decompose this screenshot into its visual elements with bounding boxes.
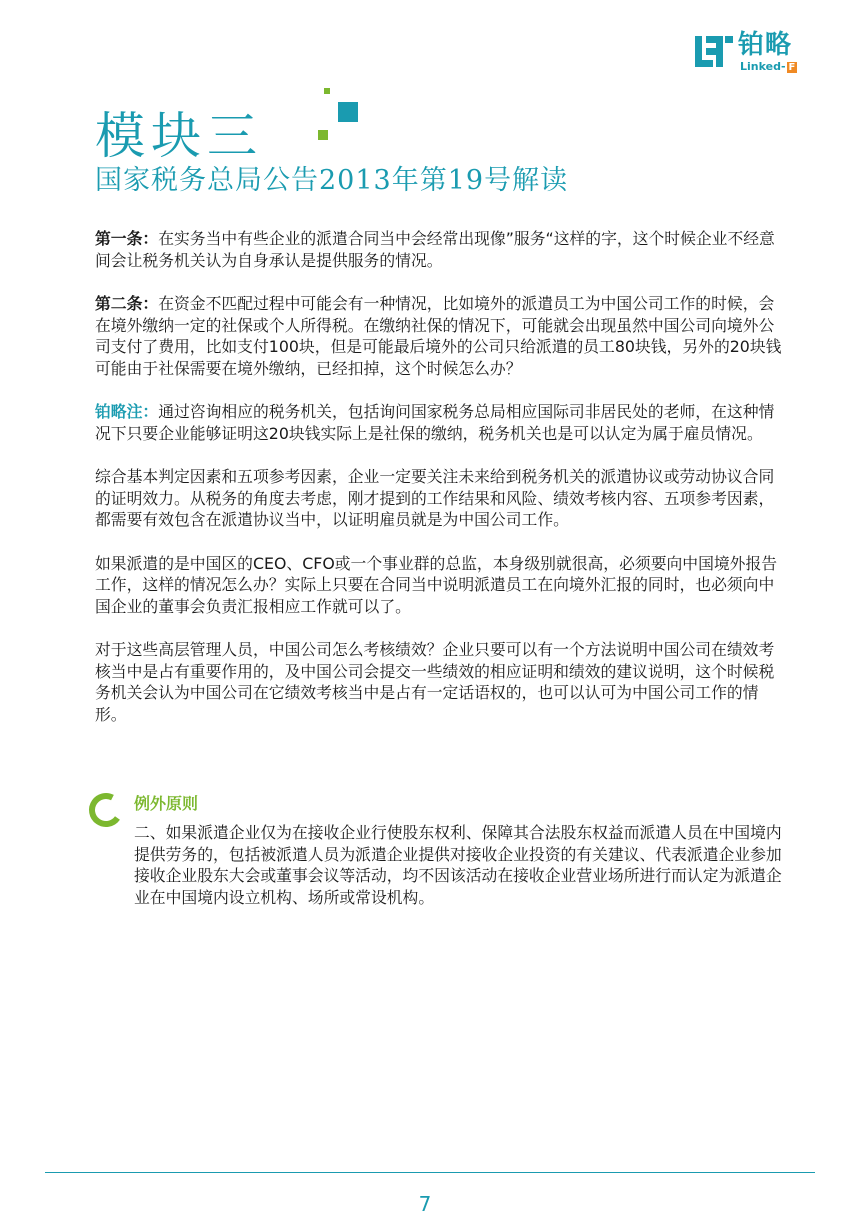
body-text: [95, 228, 785, 747]
page-number: 7: [418, 1192, 432, 1216]
deco-square-large-teal: [338, 102, 358, 122]
paragraph-note: [95, 401, 785, 444]
paragraph-5: 如果派遣的是中国区的CEO、CFO或一个事业群的总监，本身级别就很高，必须要向中国境外报告工作，这样的情况怎么办？实际上只要在合同当中说明派遣员工在向境外汇报的同时，也必须向中国企业的董事会负责汇报相应工作就可以了。: [95, 553, 778, 616]
footer-divider: [45, 1172, 815, 1173]
exception-title: 例外原则: [134, 794, 199, 813]
paragraph-text: 通过咨询相应的税务机关，包括询问国家税务总局相应国际司非居民处的老师，在这种情况下只要企业能够证明这20块钱实际上是社保的缴纳，税务机关也是可以认定为属于雇员情况。: [95, 402, 775, 443]
deco-square-small-green: [324, 88, 330, 94]
exception-text: 二、如果派遣企业仅为在接收企业行使股东权利、保障其合法股东权益而派遣人员在中国境内提供劳务的，包括被派遣人员为派遣企业提供对接收企业投资的有关建议、代表派遣企业参加接收企业股东大会或董事会议等活动，均不因该活动在接收企业营业场所进行而认定为派遣企业在中国境内设立机构、场所或常设机构。: [134, 823, 782, 907]
logo-chinese-text: 铂略: [738, 30, 793, 60]
paragraph-label: 第一条：: [95, 229, 159, 248]
company-logo: [694, 30, 824, 75]
module-title: 模块三: [95, 107, 263, 165]
ring-icon: [85, 790, 125, 830]
paragraph-label: 第二条：: [95, 294, 159, 313]
paragraph-text: 在资金不匹配过程中可能会有一种情况，比如境外的派遣员工为中国公司工作的时候，会在境外缴纳一定的社保或个人所得税。在缴纳社保的情况下，可能就会出现虽然中国公司向境外公司支付了费用，比如支付100块，但是可能最后境外的公司只给派遣的员工80块钱，另外的20块钱可能由于社保需要在境外缴纳，已经扣掉，这个时候怎么办？: [95, 294, 782, 378]
paragraph-article-2: [95, 293, 785, 379]
decorative-squares: [316, 88, 366, 144]
paragraph-4: 综合基本判定因素和五项参考因素，企业一定要关注未来给到税务机关的派遣协议或劳动协议合同的证明效力。从税务的角度去考虑，刚才提到的工作结果和风险、绩效考核内容、五项参考因素，都需要有效包含在派遣协议当中，以证明雇员就是为中国公司工作。: [95, 467, 775, 529]
module-subtitle: 国家税务总局公告2013年第19号解读: [95, 165, 569, 196]
logo-mark-icon: [694, 32, 734, 72]
logo-english-text: [740, 61, 797, 73]
paragraph-text: 在实务当中有些企业的派遣合同当中会经常出现像”服务“这样的字，这个时候企业不经意间会让税务机关认为自身承认是提供服务的情况。: [95, 229, 775, 270]
logo-f-box: F: [788, 62, 796, 73]
deco-square-green: [318, 130, 328, 140]
paragraph-label: 铂略注：: [95, 402, 159, 421]
logo-english-label: Linked-: [740, 60, 786, 73]
paragraph-6: 对于这些高层管理人员，中国公司怎么考核绩效？企业只要可以有一个方法说明中国公司在绩效考核当中是占有重要作用的，及中国公司会提交一些绩效的相应证明和绩效的建议说明，这个时候税务机关会认为中国公司在它绩效考核当中是占有一定话语权的，也可以认可为中国公司工作的情形。: [95, 640, 775, 724]
paragraph-article-1: [95, 228, 785, 271]
